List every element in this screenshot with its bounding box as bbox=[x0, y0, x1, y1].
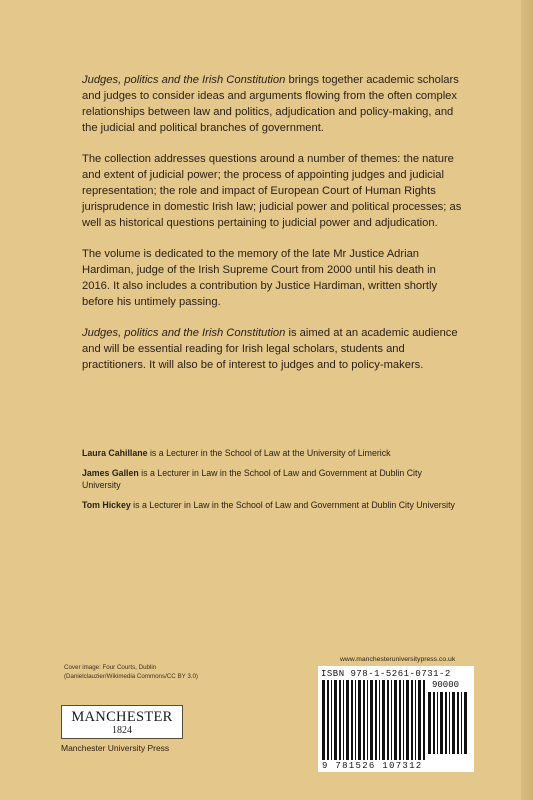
barcode-bar bbox=[452, 692, 455, 754]
barcode-bar bbox=[445, 692, 447, 754]
book-title: Judges, politics and the Irish Constitution bbox=[82, 327, 286, 339]
author-name: Tom Hickey bbox=[82, 499, 131, 510]
barcode-bar bbox=[391, 680, 392, 760]
barcode-bar bbox=[428, 692, 431, 754]
barcode-bar bbox=[423, 680, 425, 760]
barcode-bar bbox=[415, 680, 416, 760]
author-bio bbox=[82, 499, 462, 512]
isbn-barcode bbox=[318, 666, 474, 772]
barcode-bar bbox=[403, 680, 404, 760]
logo-year: 1824 bbox=[112, 725, 132, 736]
barcode-bar bbox=[358, 680, 361, 760]
barcode-bar bbox=[367, 680, 368, 760]
barcode-bar bbox=[406, 680, 409, 760]
barcode-bar bbox=[327, 680, 329, 760]
spine-edge bbox=[521, 0, 533, 800]
blurb-paragraph-3: The volume is dedicated to the memory of the late Mr Justice Adrian Hardiman, judge of the Irish Supreme Court from 2000 until his death in 2016. It also includes a contribution by Justice Hardiman, written shortly before his untimely passing. bbox=[82, 248, 438, 308]
isbn-text: ISBN 978-1-5261-0731-2 bbox=[321, 669, 451, 679]
barcode-bar bbox=[394, 680, 397, 760]
barcode-bars bbox=[322, 680, 426, 760]
addon-barcode-bars bbox=[428, 692, 468, 754]
author-bios bbox=[82, 447, 462, 518]
price-code: 90000 bbox=[432, 680, 460, 690]
barcode-bar bbox=[370, 680, 373, 760]
barcode-bar bbox=[346, 680, 349, 760]
barcode-bar bbox=[379, 680, 380, 760]
author-description: is a Lecturer in the School of Law at the University of Limerick bbox=[147, 448, 391, 458]
publisher-name: Manchester University Press bbox=[61, 743, 170, 753]
blurb-text: brings together academic scholars and judges to consider ideas and arguments flowing from the often complex relationships between law and politics, adjudication and policy-making, and the judicial and political branches of government. bbox=[82, 74, 459, 134]
blurb-paragraph-1 bbox=[82, 72, 462, 136]
blurb-paragraph-4 bbox=[82, 325, 462, 373]
barcode-bar bbox=[355, 680, 356, 760]
barcode-bar bbox=[339, 680, 341, 760]
cover-image-credit bbox=[64, 663, 264, 681]
author-bio bbox=[82, 467, 462, 492]
barcode-bar bbox=[440, 692, 443, 754]
barcode-bar bbox=[343, 680, 344, 760]
barcode-bar bbox=[351, 680, 353, 760]
book-title: Judges, politics and the Irish Constitution bbox=[82, 74, 286, 86]
barcode-bar bbox=[387, 680, 389, 760]
barcode-bar bbox=[449, 692, 450, 754]
credit-line-1: Cover image: Four Courts, Dublin bbox=[64, 664, 157, 671]
barcode-bar bbox=[322, 680, 325, 760]
barcode-bar bbox=[363, 680, 365, 760]
publisher-url: www.manchesteruniversitypress.co.uk bbox=[340, 656, 456, 663]
blurb-paragraph-2: The collection addresses questions around a number of themes: the nature and extent of judicial power; the process of appointing judges and judicial representation; the role and impact of European Court of Human Rights jurisprudence in domestic Irish law; judicial power and political processes; as well as historical questions pertaining to judicial power and adjudication. bbox=[82, 153, 462, 229]
author-description: is a Lecturer in Law in the School of Law and Government at Dublin City University bbox=[82, 467, 422, 490]
barcode-bar bbox=[457, 692, 459, 754]
barcode-bar bbox=[399, 680, 401, 760]
blurb-text: is aimed at an academic audience and will be essential reading for Irish legal scholars, students and practitioners. It will also be of interest to judges and to policy-makers. bbox=[82, 327, 458, 371]
barcode-digits: 9 781526 107312 bbox=[322, 761, 423, 771]
barcode-bar bbox=[461, 692, 462, 754]
barcode-bar bbox=[433, 692, 435, 754]
credit-line-2: (Danielclauzier/Wikimedia Commons/CC BY 3.0) bbox=[64, 673, 198, 680]
author-name: Laura Cahillane bbox=[82, 448, 148, 458]
publisher-logo bbox=[61, 705, 183, 753]
logo-box bbox=[61, 705, 183, 739]
barcode-bar bbox=[331, 680, 332, 760]
barcode-bar bbox=[375, 680, 377, 760]
logo-name: MANCHESTER bbox=[71, 709, 173, 725]
barcode-bar bbox=[382, 680, 385, 760]
author-bio bbox=[82, 447, 462, 460]
blurb bbox=[82, 72, 462, 388]
author-name: James Gallen bbox=[82, 467, 139, 478]
barcode-bar bbox=[411, 680, 413, 760]
barcode-bar bbox=[464, 692, 467, 754]
author-description: is a Lecturer in Law in the School of Law and Government at Dublin City University bbox=[130, 499, 455, 510]
barcode-bar bbox=[418, 680, 421, 760]
barcode-bar bbox=[437, 692, 438, 754]
barcode-bar bbox=[334, 680, 337, 760]
